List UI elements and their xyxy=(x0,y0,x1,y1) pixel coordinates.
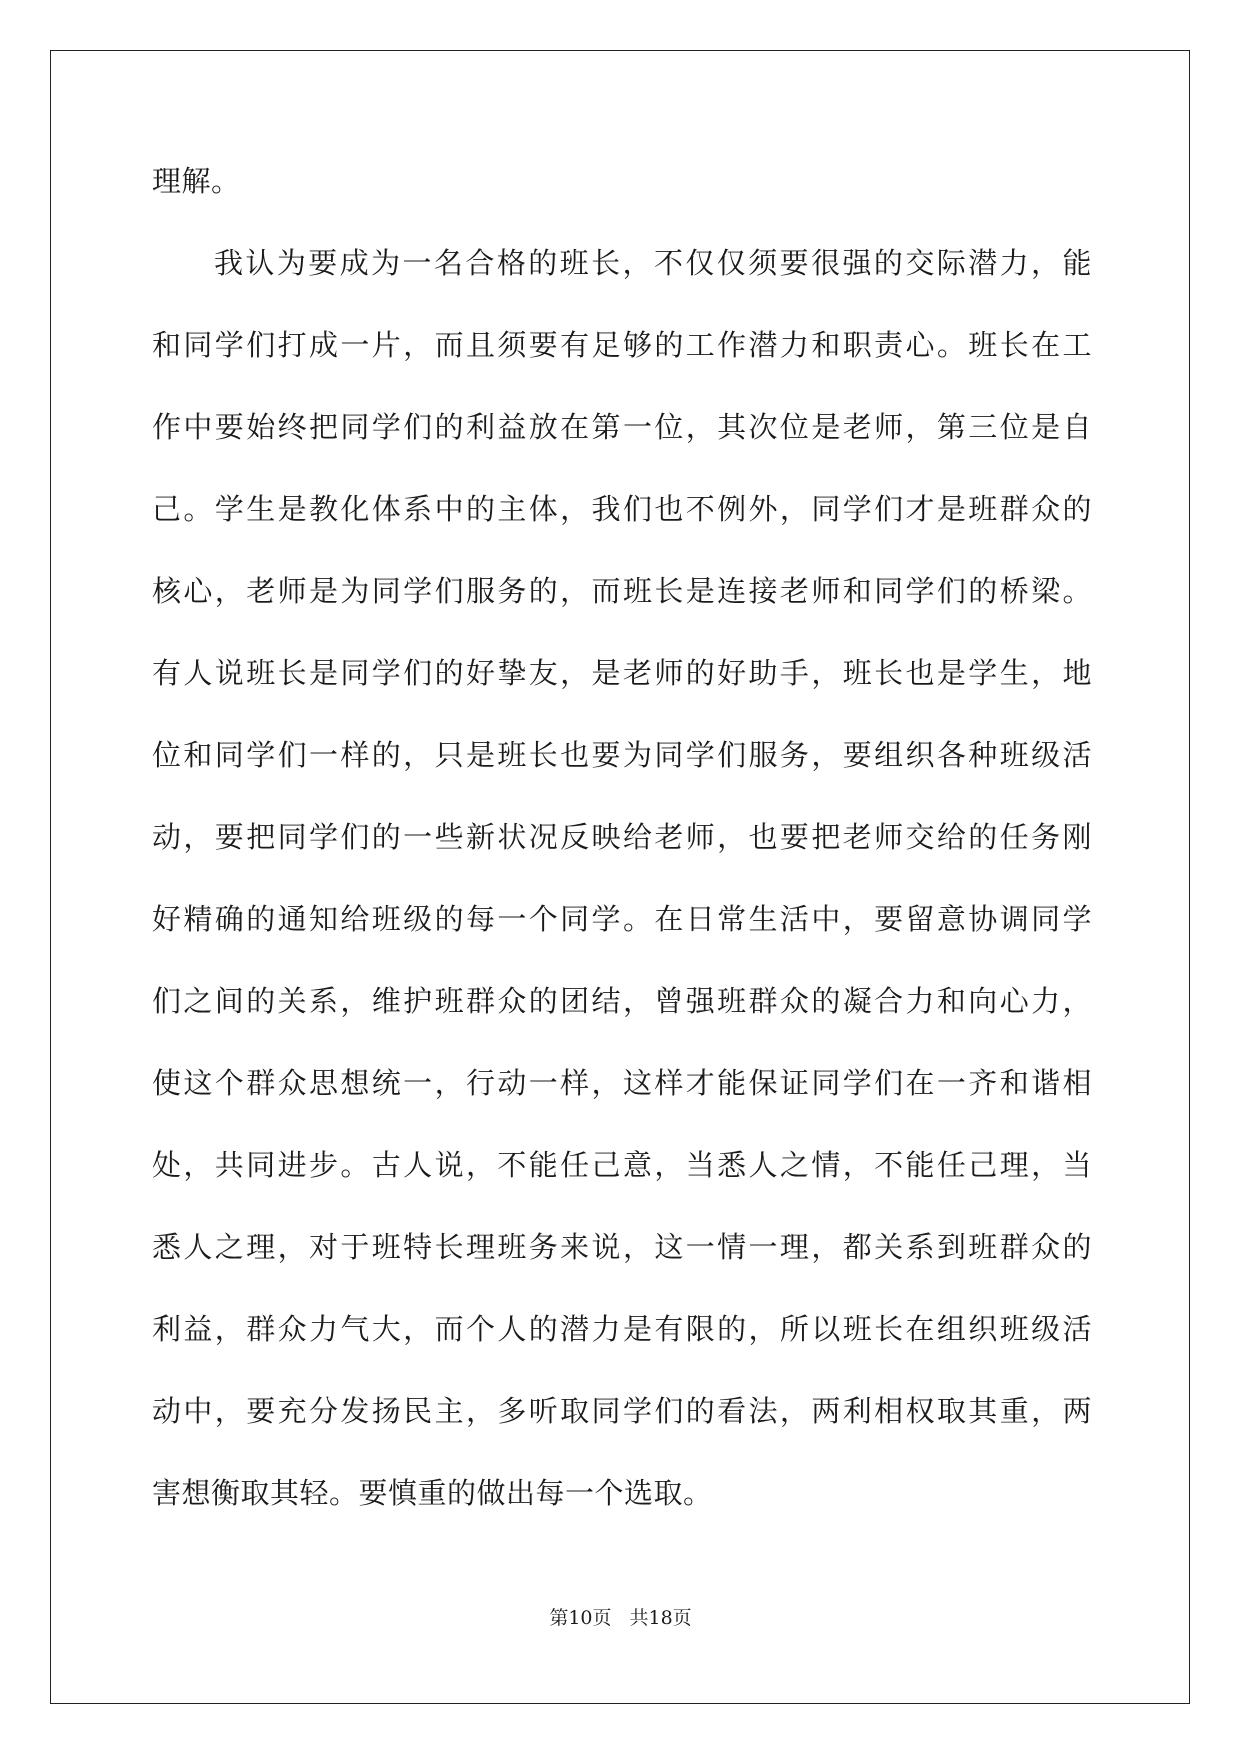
paragraph-first-line: 我认为要成为一名合格的班长，不仅仅须要很强的交际潜力，能 xyxy=(214,246,1092,280)
text-line: 核心，老师是为同学们服务的，而班长是连接老师和同学们的桥梁。 xyxy=(152,574,1092,608)
text-line: 有人说班长是同学们的好挚友，是老师的好助手，班长也是学生，地 xyxy=(152,656,1092,690)
page-footer xyxy=(0,1603,1241,1630)
text-line: 处，共同进步。古人说，不能任己意，当悉人之情，不能任己理，当 xyxy=(152,1148,1092,1182)
text-line: 害想衡取其轻。要慎重的做出每一个选取。 xyxy=(152,1476,713,1510)
text-line: 们之间的关系，维护班群众的团结，曾强班群众的凝合力和向心力， xyxy=(152,984,1092,1018)
text-line: 使这个群众思想统一，行动一样，这样才能保证同学们在一齐和谐相 xyxy=(152,1066,1092,1100)
page-number: 第10页 xyxy=(549,1607,612,1629)
text-line: 动中，要充分发扬民主，多听取同学们的看法，两利相权取其重，两 xyxy=(152,1394,1092,1428)
text-line: 位和同学们一样的，只是班长也要为同学们服务，要组织各种班级活 xyxy=(152,738,1092,772)
page-total: 共18页 xyxy=(629,1607,692,1629)
text-line: 利益，群众力气大，而个人的潜力是有限的，所以班长在组织班级活 xyxy=(152,1312,1092,1346)
text-line: 和同学们打成一片，而且须要有足够的工作潜力和职责心。班长在工 xyxy=(152,328,1092,362)
document-body xyxy=(152,140,1092,1534)
text-line: 悉人之理，对于班特长理班务来说，这一情一理，都关系到班群众的 xyxy=(152,1230,1092,1264)
text-line: 动，要把同学们的一些新状况反映给老师，也要把老师交给的任务刚 xyxy=(152,820,1092,854)
text-line: 作中要始终把同学们的利益放在第一位，其次位是老师，第三位是自 xyxy=(152,410,1092,444)
text-line: 好精确的通知给班级的每一个同学。在日常生活中，要留意协调同学 xyxy=(152,902,1092,936)
text-line: 理解。 xyxy=(152,164,241,198)
text-line: 己。学生是教化体系中的主体，我们也不例外，同学们才是班群众的 xyxy=(152,492,1092,526)
